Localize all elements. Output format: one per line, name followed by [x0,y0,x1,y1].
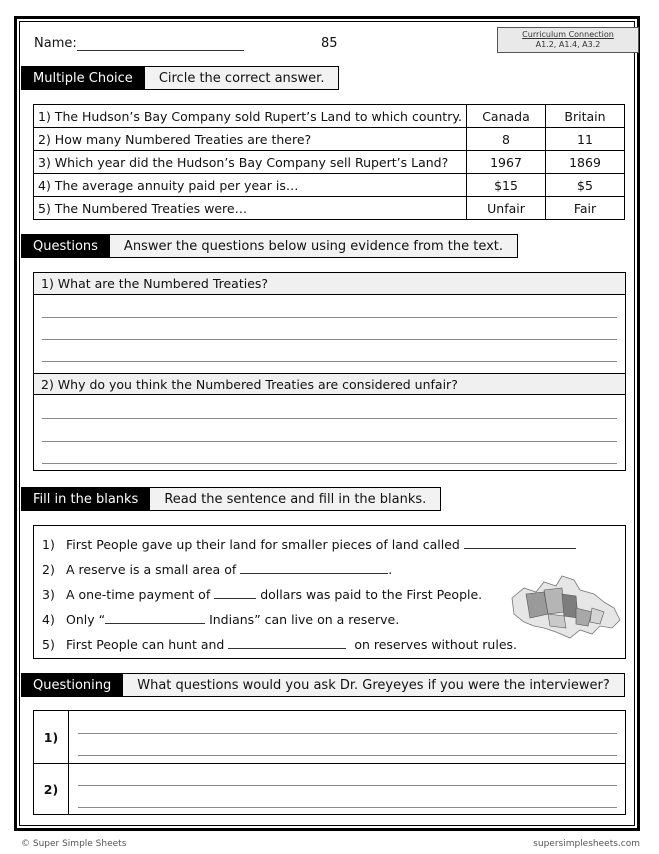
questions-header [21,234,518,258]
questioning-header [21,673,625,697]
fill-item: 5) First People can hunt and on reserves without rules. [42,637,518,652]
multiple-choice-header [21,66,339,90]
score: 85 [321,36,338,51]
answer-line[interactable] [78,785,617,786]
mc-option[interactable]: 1967 [467,151,546,174]
canada-treaty-map [504,568,624,650]
questions-box [33,272,626,471]
mc-option[interactable]: $5 [546,174,625,197]
fill-blanks-header [21,487,441,511]
answer-line[interactable] [42,418,617,419]
mc-question: 1) The Hudson’s Bay Company sold Rupert’s Land to which country. [34,105,467,128]
question-1: 1) What are the Numbered Treaties? [34,273,625,295]
fill-blanks-box [33,525,626,659]
mc-option[interactable]: Britain [546,105,625,128]
table-row [34,151,625,174]
blank[interactable] [214,586,256,599]
section-tag: Questioning [21,673,123,697]
mc-option[interactable]: Canada [467,105,546,128]
fill-item: 3) A one-time payment of dollars was paid to the First People. [42,587,483,602]
section-instruction: Read the sentence and fill in the blanks. [149,487,441,511]
blank[interactable] [464,536,576,549]
table-row [34,174,625,197]
row-divider [34,763,625,764]
table-row [34,197,625,220]
section-instruction: Circle the correct answer. [144,66,340,90]
blank[interactable] [240,561,388,574]
footer-copyright: © Super Simple Sheets [21,839,127,849]
answer-line[interactable] [42,441,617,442]
answer-line[interactable] [42,317,617,318]
row-label: 2) [34,764,69,815]
mc-option[interactable]: 8 [467,128,546,151]
answer-line[interactable] [42,463,617,464]
fill-item: 4) Only “ Indians” can live on a reserve. [42,612,400,627]
blank[interactable] [228,636,346,649]
mc-option[interactable]: Fair [546,197,625,220]
mc-question: 4) The average annuity paid per year is… [34,174,467,197]
question-2: 2) Why do you think the Numbered Treaties are considered unfair? [34,373,625,395]
mc-question: 5) The Numbered Treaties were… [34,197,467,220]
row-label: 1) [34,711,69,763]
curriculum-title: Curriculum Connection [522,30,614,39]
table-row [34,105,625,128]
curriculum-connection-box [497,27,639,53]
section-tag: Multiple Choice [21,66,145,90]
multiple-choice-table [33,104,625,220]
mc-question: 2) How many Numbered Treaties are there? [34,128,467,151]
name-field[interactable] [77,50,244,51]
mc-option[interactable]: 1869 [546,151,625,174]
answer-line[interactable] [42,361,617,362]
mc-option[interactable]: Unfair [467,197,546,220]
curriculum-codes: A1.2, A1.4, A3.2 [535,40,601,49]
answer-line[interactable] [78,807,617,808]
section-tag: Questions [21,234,110,258]
section-instruction: What questions would you ask Dr. Greyeyes if you were the interviewer? [122,673,625,697]
fill-item: 2) A reserve is a small area of . [42,562,393,577]
answer-line[interactable] [78,733,617,734]
questioning-grid [33,710,626,815]
fill-item: 1) First People gave up their land for smaller pieces of land called [42,536,576,552]
mc-question: 3) Which year did the Hudson’s Bay Company sell Rupert’s Land? [34,151,467,174]
answer-line[interactable] [42,339,617,340]
mc-option[interactable]: 11 [546,128,625,151]
blank[interactable] [105,611,205,624]
name-label: Name: [34,36,77,51]
section-tag: Fill in the blanks [21,487,150,511]
table-row [34,128,625,151]
answer-line[interactable] [78,755,617,756]
mc-option[interactable]: $15 [467,174,546,197]
footer-website[interactable]: supersimplesheets.com [533,839,640,849]
section-instruction: Answer the questions below using evidence from the text. [109,234,518,258]
